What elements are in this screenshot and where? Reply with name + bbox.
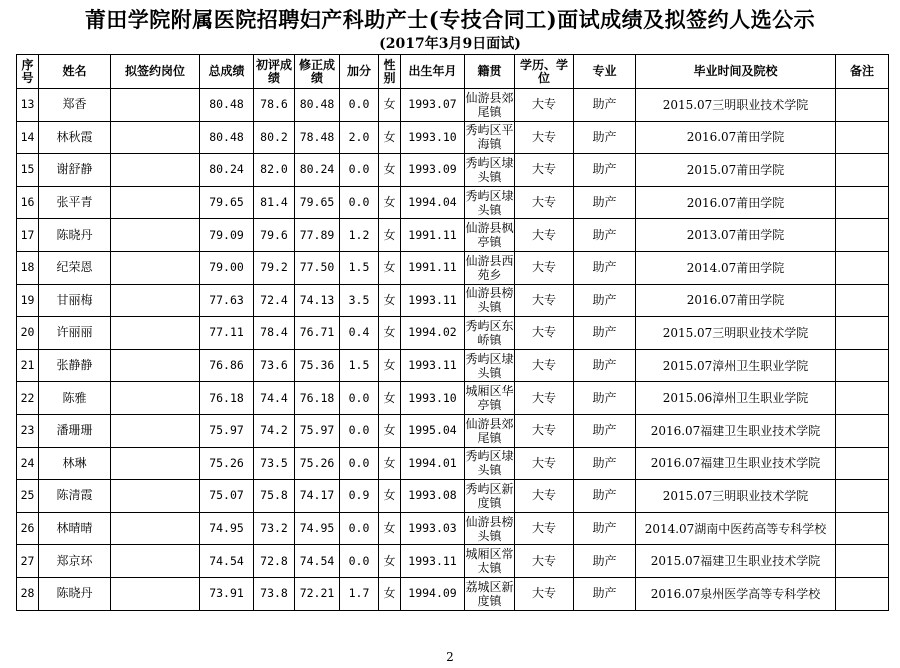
cell-birth: 1993.11 (401, 349, 465, 382)
cell-note (836, 545, 889, 578)
cell-post (111, 512, 200, 545)
cell-no: 21 (17, 349, 39, 382)
cell-origin: 秀屿区东峤镇 (465, 317, 515, 350)
cell-edu: 大专 (515, 317, 574, 350)
cell-name: 郑香 (39, 89, 111, 122)
cell-no: 18 (17, 251, 39, 284)
table-row (17, 414, 889, 447)
cell-birth: 1991.11 (401, 251, 465, 284)
cell-edu: 大专 (515, 154, 574, 187)
cell-birth: 1993.11 (401, 545, 465, 578)
cell-initial: 73.2 (254, 512, 295, 545)
cell-post (111, 154, 200, 187)
cell-post (111, 284, 200, 317)
cell-origin: 仙游县榜头镇 (465, 512, 515, 545)
cell-gender: 女 (379, 186, 401, 219)
table-row (17, 251, 889, 284)
header-school: 毕业时间及院校 (636, 55, 836, 89)
cell-no: 26 (17, 512, 39, 545)
cell-revised: 75.36 (295, 349, 340, 382)
cell-origin: 秀屿区新度镇 (465, 480, 515, 513)
cell-no: 22 (17, 382, 39, 415)
cell-edu: 大专 (515, 349, 574, 382)
cell-post (111, 121, 200, 154)
cell-name: 张平青 (39, 186, 111, 219)
table-row (17, 186, 889, 219)
cell-name: 陈雅 (39, 382, 111, 415)
table-row (17, 382, 889, 415)
cell-major: 助产 (574, 349, 636, 382)
cell-note (836, 219, 889, 252)
cell-edu: 大专 (515, 186, 574, 219)
cell-post (111, 414, 200, 447)
cell-origin: 仙游县枫亭镇 (465, 219, 515, 252)
cell-birth: 1993.10 (401, 121, 465, 154)
cell-total: 79.65 (200, 186, 254, 219)
table-row (17, 512, 889, 545)
cell-post (111, 545, 200, 578)
cell-school: 2016.07泉州医学高等专科学校 (636, 577, 836, 610)
cell-school: 2015.07三明职业技术学院 (636, 480, 836, 513)
cell-post (111, 577, 200, 610)
cell-major: 助产 (574, 154, 636, 187)
cell-bonus: 0.0 (340, 512, 379, 545)
cell-birth: 1994.02 (401, 317, 465, 350)
header-revised: 修正成绩 (295, 55, 340, 89)
table-row (17, 480, 889, 513)
cell-edu: 大专 (515, 382, 574, 415)
cell-origin: 荔城区新度镇 (465, 577, 515, 610)
cell-school: 2016.07莆田学院 (636, 284, 836, 317)
cell-name: 陈晓丹 (39, 219, 111, 252)
cell-initial: 78.6 (254, 89, 295, 122)
cell-revised: 78.48 (295, 121, 340, 154)
cell-revised: 74.13 (295, 284, 340, 317)
cell-school: 2015.07莆田学院 (636, 154, 836, 187)
cell-origin: 仙游县西苑乡 (465, 251, 515, 284)
cell-bonus: 1.5 (340, 349, 379, 382)
cell-initial: 73.6 (254, 349, 295, 382)
table-row (17, 121, 889, 154)
cell-no: 28 (17, 577, 39, 610)
cell-note (836, 154, 889, 187)
cell-name: 陈晓丹 (39, 577, 111, 610)
cell-total: 76.18 (200, 382, 254, 415)
cell-gender: 女 (379, 317, 401, 350)
cell-no: 15 (17, 154, 39, 187)
cell-bonus: 0.0 (340, 154, 379, 187)
cell-name: 林晴晴 (39, 512, 111, 545)
cell-bonus: 1.7 (340, 577, 379, 610)
cell-major: 助产 (574, 284, 636, 317)
cell-total: 73.91 (200, 577, 254, 610)
cell-revised: 74.17 (295, 480, 340, 513)
cell-major: 助产 (574, 447, 636, 480)
cell-gender: 女 (379, 447, 401, 480)
cell-school: 2015.06漳州卫生职业学院 (636, 382, 836, 415)
cell-edu: 大专 (515, 121, 574, 154)
cell-initial: 74.2 (254, 414, 295, 447)
page-number: 2 (446, 650, 454, 664)
document-title: 莆田学院附属医院招聘妇产科助产士(专技合同工)面试成绩及拟签约人选公示 (84, 7, 816, 32)
cell-post (111, 251, 200, 284)
table-row (17, 317, 889, 350)
cell-note (836, 121, 889, 154)
header-gender: 性别 (379, 55, 401, 89)
cell-bonus: 0.0 (340, 545, 379, 578)
cell-revised: 76.71 (295, 317, 340, 350)
cell-note (836, 512, 889, 545)
cell-major: 助产 (574, 219, 636, 252)
cell-major: 助产 (574, 251, 636, 284)
cell-edu: 大专 (515, 251, 574, 284)
table-row (17, 284, 889, 317)
cell-birth: 1995.04 (401, 414, 465, 447)
cell-school: 2014.07莆田学院 (636, 251, 836, 284)
cell-edu: 大专 (515, 414, 574, 447)
cell-total: 77.11 (200, 317, 254, 350)
cell-birth: 1993.03 (401, 512, 465, 545)
cell-note (836, 577, 889, 610)
cell-revised: 77.50 (295, 251, 340, 284)
header-name: 姓名 (39, 55, 111, 89)
cell-initial: 78.4 (254, 317, 295, 350)
cell-total: 76.86 (200, 349, 254, 382)
cell-birth: 1993.09 (401, 154, 465, 187)
cell-school: 2016.07莆田学院 (636, 186, 836, 219)
cell-origin: 仙游县郊尾镇 (465, 89, 515, 122)
cell-initial: 80.2 (254, 121, 295, 154)
cell-school: 2015.07福建卫生职业技术学院 (636, 545, 836, 578)
cell-gender: 女 (379, 512, 401, 545)
header-total: 总成绩 (200, 55, 254, 89)
cell-name: 纪荣恩 (39, 251, 111, 284)
cell-name: 甘丽梅 (39, 284, 111, 317)
cell-school: 2014.07湖南中医药高等专科学校 (636, 512, 836, 545)
cell-note (836, 251, 889, 284)
cell-bonus: 0.4 (340, 317, 379, 350)
cell-post (111, 382, 200, 415)
header-origin: 籍贯 (465, 55, 515, 89)
cell-post (111, 480, 200, 513)
cell-birth: 1993.10 (401, 382, 465, 415)
cell-edu: 大专 (515, 512, 574, 545)
cell-birth: 1993.11 (401, 284, 465, 317)
cell-birth: 1993.08 (401, 480, 465, 513)
cell-gender: 女 (379, 545, 401, 578)
cell-major: 助产 (574, 480, 636, 513)
cell-origin: 仙游县郊尾镇 (465, 414, 515, 447)
cell-birth: 1994.04 (401, 186, 465, 219)
cell-revised: 80.24 (295, 154, 340, 187)
cell-bonus: 2.0 (340, 121, 379, 154)
cell-initial: 73.5 (254, 447, 295, 480)
cell-initial: 81.4 (254, 186, 295, 219)
cell-note (836, 414, 889, 447)
cell-bonus: 0.0 (340, 414, 379, 447)
cell-bonus: 1.5 (340, 251, 379, 284)
cell-birth: 1993.07 (401, 89, 465, 122)
cell-gender: 女 (379, 382, 401, 415)
cell-total: 77.63 (200, 284, 254, 317)
cell-post (111, 89, 200, 122)
cell-gender: 女 (379, 89, 401, 122)
cell-total: 75.26 (200, 447, 254, 480)
cell-edu: 大专 (515, 284, 574, 317)
cell-no: 27 (17, 545, 39, 578)
header-major: 专业 (574, 55, 636, 89)
cell-no: 24 (17, 447, 39, 480)
cell-major: 助产 (574, 317, 636, 350)
cell-note (836, 480, 889, 513)
cell-name: 陈清霞 (39, 480, 111, 513)
table-row (17, 349, 889, 382)
cell-no: 13 (17, 89, 39, 122)
cell-name: 许丽丽 (39, 317, 111, 350)
cell-note (836, 284, 889, 317)
cell-bonus: 0.0 (340, 186, 379, 219)
cell-note (836, 382, 889, 415)
cell-initial: 72.4 (254, 284, 295, 317)
cell-origin: 秀屿区埭头镇 (465, 186, 515, 219)
cell-total: 74.54 (200, 545, 254, 578)
cell-major: 助产 (574, 512, 636, 545)
cell-major: 助产 (574, 89, 636, 122)
cell-origin: 秀屿区埭头镇 (465, 154, 515, 187)
cell-birth: 1994.09 (401, 577, 465, 610)
cell-gender: 女 (379, 154, 401, 187)
cell-total: 79.00 (200, 251, 254, 284)
cell-total: 80.48 (200, 121, 254, 154)
cell-gender: 女 (379, 577, 401, 610)
table-header-row (17, 55, 889, 89)
cell-gender: 女 (379, 219, 401, 252)
cell-bonus: 0.0 (340, 447, 379, 480)
cell-initial: 74.4 (254, 382, 295, 415)
cell-revised: 74.54 (295, 545, 340, 578)
cell-total: 80.48 (200, 89, 254, 122)
cell-bonus: 3.5 (340, 284, 379, 317)
cell-bonus: 0.0 (340, 89, 379, 122)
cell-revised: 76.18 (295, 382, 340, 415)
cell-revised: 72.21 (295, 577, 340, 610)
cell-origin: 仙游县榜头镇 (465, 284, 515, 317)
cell-note (836, 447, 889, 480)
cell-revised: 75.26 (295, 447, 340, 480)
cell-note (836, 317, 889, 350)
cell-school: 2015.07漳州卫生职业学院 (636, 349, 836, 382)
header-bonus: 加分 (340, 55, 379, 89)
cell-major: 助产 (574, 121, 636, 154)
header-post: 拟签约岗位 (111, 55, 200, 89)
cell-edu: 大专 (515, 545, 574, 578)
document-subtitle: (2017年3月9日面试) (379, 36, 521, 52)
cell-revised: 80.48 (295, 89, 340, 122)
cell-post (111, 447, 200, 480)
cell-edu: 大专 (515, 219, 574, 252)
cell-note (836, 186, 889, 219)
cell-school: 2016.07莆田学院 (636, 121, 836, 154)
cell-major: 助产 (574, 545, 636, 578)
cell-edu: 大专 (515, 89, 574, 122)
cell-bonus: 0.9 (340, 480, 379, 513)
header-initial: 初评成绩 (254, 55, 295, 89)
cell-total: 75.07 (200, 480, 254, 513)
cell-total: 80.24 (200, 154, 254, 187)
cell-gender: 女 (379, 121, 401, 154)
cell-origin: 秀屿区埭头镇 (465, 447, 515, 480)
cell-name: 谢舒静 (39, 154, 111, 187)
cell-school: 2015.07三明职业技术学院 (636, 89, 836, 122)
cell-total: 75.97 (200, 414, 254, 447)
cell-no: 16 (17, 186, 39, 219)
cell-no: 23 (17, 414, 39, 447)
cell-origin: 城厢区常太镇 (465, 545, 515, 578)
cell-name: 郑京环 (39, 545, 111, 578)
cell-initial: 73.8 (254, 577, 295, 610)
cell-school: 2016.07福建卫生职业技术学院 (636, 414, 836, 447)
cell-gender: 女 (379, 480, 401, 513)
cell-name: 张静静 (39, 349, 111, 382)
cell-school: 2013.07莆田学院 (636, 219, 836, 252)
cell-major: 助产 (574, 414, 636, 447)
cell-revised: 79.65 (295, 186, 340, 219)
cell-total: 79.09 (200, 219, 254, 252)
cell-major: 助产 (574, 577, 636, 610)
cell-initial: 79.6 (254, 219, 295, 252)
table-row (17, 447, 889, 480)
cell-no: 17 (17, 219, 39, 252)
cell-total: 74.95 (200, 512, 254, 545)
cell-post (111, 219, 200, 252)
header-edu: 学历、学位 (515, 55, 574, 89)
cell-edu: 大专 (515, 447, 574, 480)
table-row (17, 89, 889, 122)
cell-name: 林琳 (39, 447, 111, 480)
cell-bonus: 0.0 (340, 382, 379, 415)
cell-name: 潘珊珊 (39, 414, 111, 447)
header-note: 备注 (836, 55, 889, 89)
cell-initial: 82.0 (254, 154, 295, 187)
cell-revised: 74.95 (295, 512, 340, 545)
cell-no: 14 (17, 121, 39, 154)
cell-note (836, 349, 889, 382)
cell-revised: 75.97 (295, 414, 340, 447)
cell-origin: 秀屿区埭头镇 (465, 349, 515, 382)
header-birth: 出生年月 (401, 55, 465, 89)
cell-no: 20 (17, 317, 39, 350)
cell-origin: 城厢区华亭镇 (465, 382, 515, 415)
cell-birth: 1994.01 (401, 447, 465, 480)
cell-origin: 秀屿区平海镇 (465, 121, 515, 154)
cell-name: 林秋霞 (39, 121, 111, 154)
cell-no: 19 (17, 284, 39, 317)
cell-birth: 1991.11 (401, 219, 465, 252)
cell-gender: 女 (379, 349, 401, 382)
cell-revised: 77.89 (295, 219, 340, 252)
cell-initial: 72.8 (254, 545, 295, 578)
results-table (16, 54, 889, 611)
cell-note (836, 89, 889, 122)
cell-school: 2015.07三明职业技术学院 (636, 317, 836, 350)
cell-post (111, 186, 200, 219)
cell-edu: 大专 (515, 577, 574, 610)
cell-initial: 79.2 (254, 251, 295, 284)
cell-initial: 75.8 (254, 480, 295, 513)
cell-post (111, 317, 200, 350)
table-row (17, 219, 889, 252)
cell-school: 2016.07福建卫生职业技术学院 (636, 447, 836, 480)
cell-post (111, 349, 200, 382)
header-no: 序号 (17, 55, 39, 89)
cell-gender: 女 (379, 414, 401, 447)
cell-major: 助产 (574, 382, 636, 415)
table-row (17, 154, 889, 187)
cell-bonus: 1.2 (340, 219, 379, 252)
table-row (17, 545, 889, 578)
cell-no: 25 (17, 480, 39, 513)
cell-edu: 大专 (515, 480, 574, 513)
cell-gender: 女 (379, 251, 401, 284)
cell-gender: 女 (379, 284, 401, 317)
table-row (17, 577, 889, 610)
cell-major: 助产 (574, 186, 636, 219)
